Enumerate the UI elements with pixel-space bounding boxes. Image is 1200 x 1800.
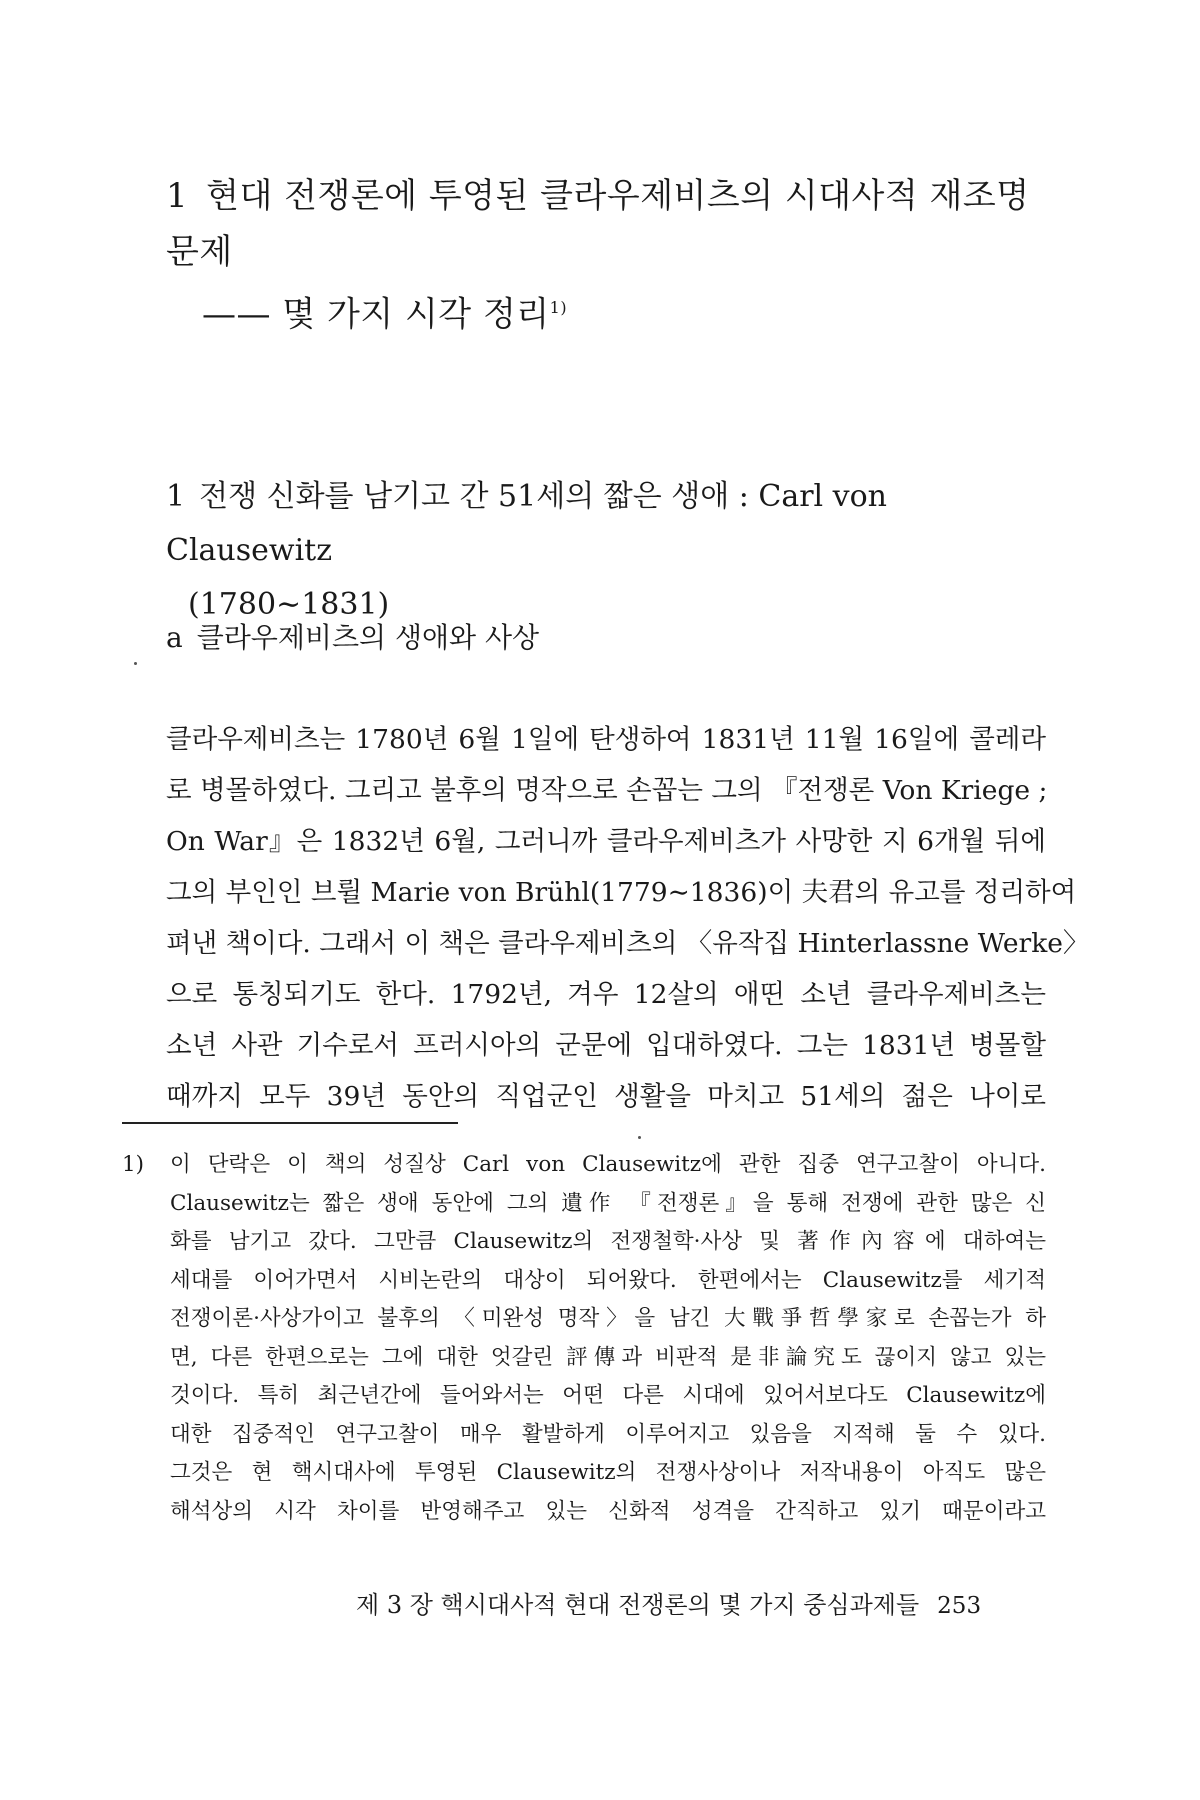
footnote-line: 해석상의 시각 차이를 반영해주고 있는 신화적 성격을 간직하고 있기 때문이라고 <box>170 1498 1046 1524</box>
section-title <box>166 168 1046 342</box>
body-line: 그의 부인인 브륄 Marie von Brühl(1779∼1836)이 夫君의 유고를 정리하여 <box>166 877 1077 908</box>
body-line: 펴낸 책이다. 그래서 이 책은 클라우제비츠의 〈유작집 Hinterlassne Werke〉 <box>166 928 1090 959</box>
running-title: 제 3 장 핵시대사적 현대 전쟁론의 몇 가지 중심과제들 <box>356 1591 920 1619</box>
footnote-line: 전쟁이론·사상가이고 불후의 〈미완성 명작〉을 남긴 大戰爭哲學家로 손꼽는가 하 <box>170 1306 1046 1331</box>
body-paragraph <box>166 714 1090 1122</box>
footnote-line: 화를 남기고 갔다. 그만큼 Clausewitz의 전쟁철학·사상 및 著作內容에 대하여는 <box>170 1229 1046 1254</box>
footnote-divider <box>122 1122 458 1124</box>
section-title-text: 현대 전쟁론에 투영된 클라우제비츠의 시대사적 재조명 문제 <box>166 176 1030 272</box>
page-footer <box>356 1589 1036 1622</box>
footnote-line <box>122 1146 1046 1185</box>
sub-heading-letter: a <box>166 621 183 654</box>
footnote-line: 그것은 현 핵시대사에 투영된 Clausewitz의 전쟁사상이나 저작내용이 아직도 많은 <box>170 1460 1046 1485</box>
subsection-title-continuation: (1780∼1831) <box>188 587 390 622</box>
body-line: 으로 통칭되기도 한다. 1792년, 겨우 12살의 애띤 소년 클라우제비츠는 <box>166 979 1046 1010</box>
footnote-line: 것이다. 특히 최근년간에 들어와서는 어떤 다른 시대에 있어서보다도 Clausewitz에 <box>170 1383 1046 1408</box>
footnote <box>122 1146 1046 1531</box>
scan-speck <box>638 1136 641 1139</box>
footnote-line: 면, 다른 한편으로는 그에 대한 엇갈린 評傳과 비판적 是非論究도 끊이지 않고 있는 <box>170 1344 1046 1370</box>
footnote-reference[interactable]: 1) <box>549 298 568 317</box>
body-line: 로 병몰하였다. 그리고 불후의 명작으로 손꼽는 그의 『전쟁론 Von Kriege ; <box>166 775 1048 806</box>
scan-speck <box>134 662 137 665</box>
footnote-line-text: 이 단락은 이 책의 성질상 Carl von Clausewitz에 관한 집중 연구고찰이 아니다. <box>170 1152 1046 1177</box>
page-number: 253 <box>937 1593 982 1619</box>
body-line: 소년 사관 기수로서 프러시아의 군문에 입대하였다. 그는 1831년 병몰할 <box>166 1030 1046 1061</box>
body-line: On War』은 1832년 6월, 그러니까 클라우제비츠가 사망한 지 6개월 뒤에 <box>166 826 1046 857</box>
section-number: 1 <box>166 176 189 216</box>
subsection-number: 1 <box>166 479 186 514</box>
sub-heading-text: 클라우제비츠의 생애와 사상 <box>196 621 540 654</box>
footnote-marker: 1) <box>122 1152 145 1177</box>
footnote-line: 대한 집중적인 연구고찰이 매우 활발하게 이루어지고 있음을 지적해 둘 수 있다. <box>170 1421 1046 1447</box>
section-subtitle <box>166 280 1046 342</box>
body-line: 때까지 모두 39년 동안의 직업군인 생활을 마치고 51세의 젊은 나이로 <box>166 1081 1046 1112</box>
footnote-line: 세대를 이어가면서 시비논란의 대상이 되어왔다. 한편에서는 Clausewitz를 세기적 <box>170 1267 1046 1293</box>
subsection-title-text: 전쟁 신화를 남기고 간 51세의 짧은 생애 : Carl von Clausewitz <box>166 479 888 568</box>
section-subtitle-text: —— 몇 가지 시각 정리 <box>202 294 550 335</box>
sub-heading <box>166 618 1046 658</box>
footnote-line: Clausewitz는 짧은 생애 동안에 그의 遺作 『전쟁론』을 통해 전쟁에 관한 많은 신 <box>170 1190 1046 1216</box>
subsection-title <box>166 470 1046 632</box>
body-line: 클라우제비츠는 1780년 6월 1일에 탄생하여 1831년 11월 16일에 콜레라 <box>166 724 1046 755</box>
